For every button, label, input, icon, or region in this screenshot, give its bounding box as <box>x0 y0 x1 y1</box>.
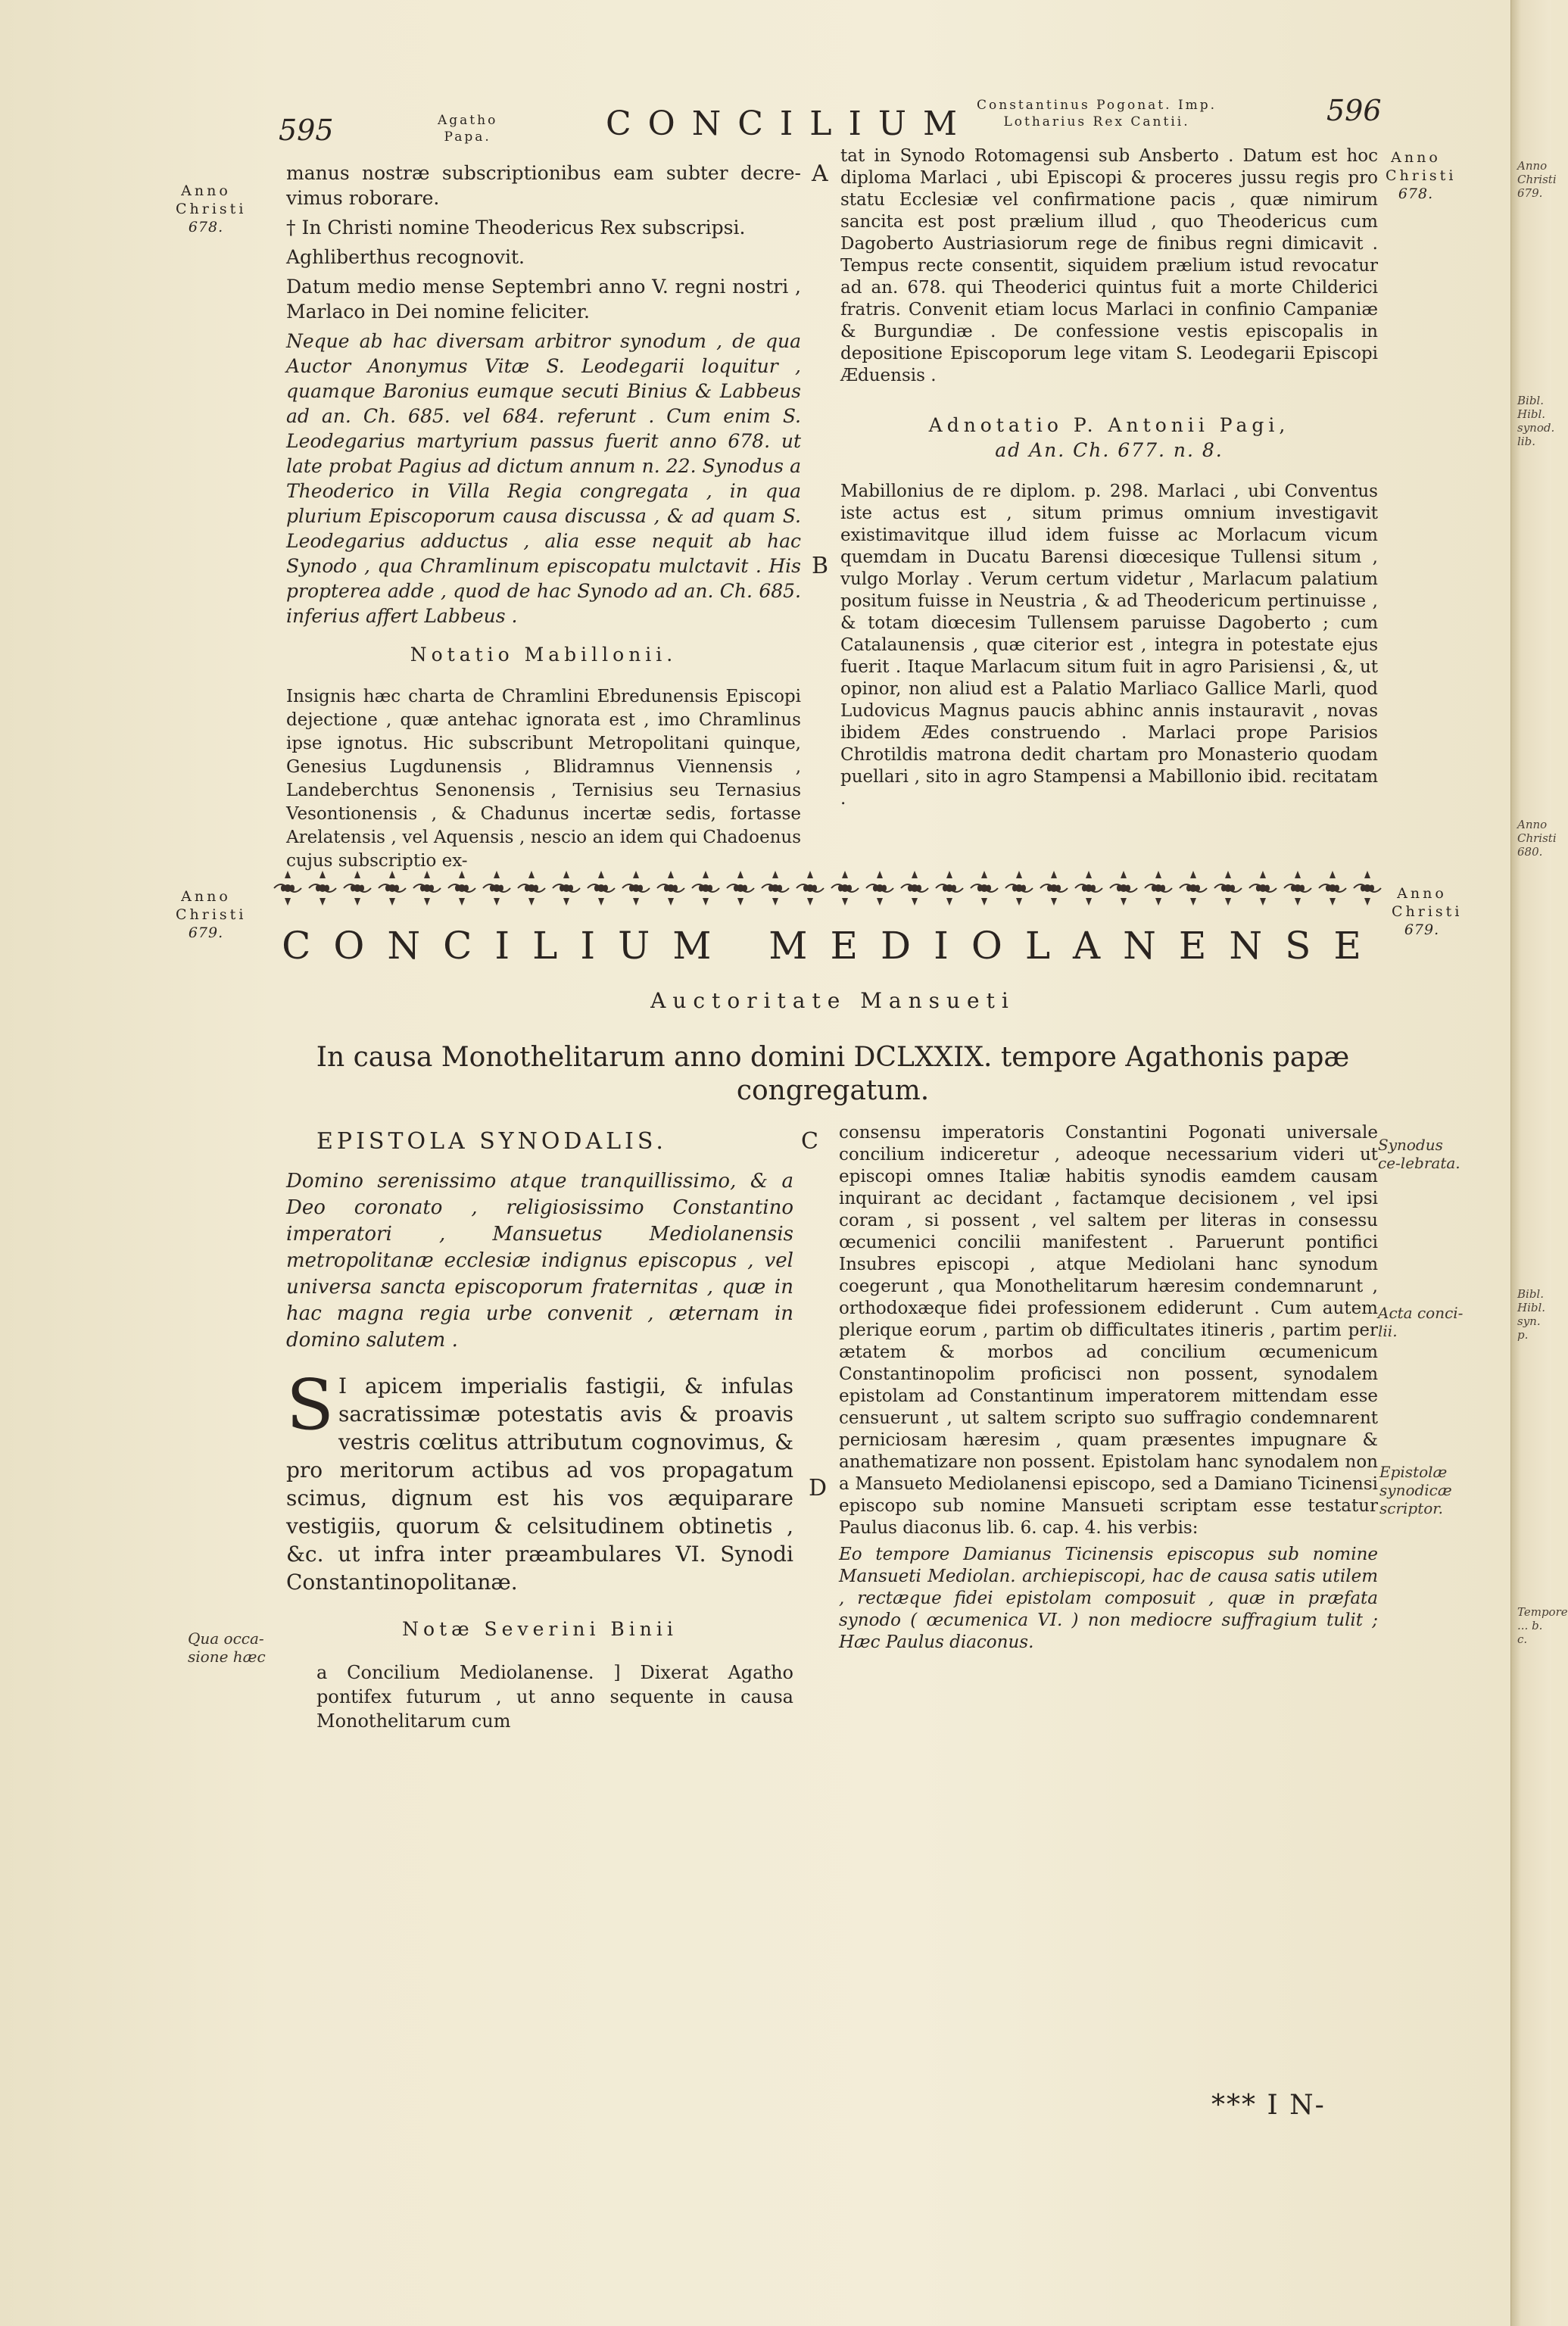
paragraph: consensu imperatoris Constantini Pogonati universale concilium indiceretur , adeoque necessarium videri ut episcopi omnes Italiæ habitis synodis eamdem causam inquirant ac decidant , factamque decisionem , vel ipsi coram , si possent , vel saltem per literas in consessu œcumenici concilii manifestent . Paruerunt pontifici Insubres episcopi , atque Mediolani hanc synodum coegerunt , qua Monothelitarum hæresim condemnarunt , orthodoxæque fidei professionem ediderunt . Cum autem plerique eorum , partim ob difficultates itineris , partim per ætatem & morbos ad concilium œcumenicum Constantinopolim proficisci non possent, synodalem epistolam ad Constantinum imperatorem mittendam esse censuerunt , ut saltem scripto suo suffragio condemnarent perniciosam hæresim , quam præsentes impugnare & anathematizare non possent. Epistolam hanc synodalem non a Mansueto Mediolanensi episcopo, sed a Damiano Ticinensi episcopo sub nomine Mansueti scriptam esse testatur Paulus diaconus lib. 6. cap. 4. his verbis: <box>839 1123 1378 1538</box>
anno-word: Anno <box>1397 885 1447 902</box>
ornamental-band <box>273 862 1393 915</box>
left-bottom-column <box>286 1128 793 1738</box>
side-note-synodus: Synodus ce-lebrata. <box>1378 1136 1460 1172</box>
strip-note-5: Tempore ... b. c. <box>1517 1605 1568 1646</box>
anno-year: 679. <box>188 924 224 941</box>
anno-christi: Christi <box>176 906 247 923</box>
running-title: CONCILIUM <box>606 104 974 143</box>
strip-note-2: Bibl. Hibl. synod. lib. <box>1517 394 1555 448</box>
catchword: *** I N- <box>1211 2090 1326 2121</box>
concilium-title: CONCILIUM MEDIOLANENSE <box>282 924 1384 968</box>
header-right-small <box>977 97 1217 130</box>
header-left-line-1: Agatho <box>438 113 498 128</box>
side-note-epistolae: Epistolæ synodicæ scriptor. <box>1379 1463 1452 1517</box>
epistola-body-text: I apicem imperialis fastigii, & infulas sacratissimæ potestatis avis & proavis vestris cœlitus attributum cognovimus, & pro meritorum actibus ad vos propagatum scimus, dignum est his vos æquiparare vestigiis, quorum & celsitudinem obtinetis , &c. ut infra inter præambulares VI. Synodi Constantinopolitanæ. <box>286 1373 793 1595</box>
anno-word: Anno <box>181 888 231 905</box>
section-letter-a: A <box>812 161 828 187</box>
paragraph: Aghliberthus recognovit. <box>286 246 525 268</box>
section-heading: Adnotatio P. Antonii Pagi, <box>928 414 1290 436</box>
header-left-line-2: Papa. <box>444 129 491 145</box>
quotation: Eo tempore Damianus Ticinensis episcopus sub nomine Mansueti Mediolan. archiepiscopi, hac de causa satis utilem , rectæque fidei epistolam composuit , quæ in præfata synodo ( œcumenica VI. ) non mediocre suffragium tulit ; Hæc Paulus diaconus. <box>839 1545 1378 1652</box>
anno-christi: Christi <box>176 201 247 217</box>
adjacent-page-strip <box>1510 0 1568 2326</box>
section-letter-c: C <box>801 1128 818 1155</box>
epistola-heading: EPISTOLA SYNODALIS. <box>316 1128 667 1155</box>
section-subheading: ad An. Ch. 677. n. 8. <box>995 439 1224 461</box>
side-note-acta: Acta conci-lii. <box>1378 1304 1464 1340</box>
anno-christi: Christi <box>1386 167 1457 184</box>
left-top-column <box>286 161 801 878</box>
paragraph: Mabillonius de re diplom. p. 298. Marlaci , ubi Conventus iste actus est , situm primus omnium investigavit existimavitque illud idem fuisse ac Morlacum vicum quemdam in Ducatu Barensi diœcesique Tullensi situm , vulgo Morlay . Verum certum videtur , Marlacum palatium positum fuisse in Neustria , & ad Theodericum pertinuisse , & totam diœcesim Tullensem paruisse Dagoberto ; cum Catalaunensis , quæ citerior est , integra in potestate ejus fuerit . Itaque Marlacum situm fuit in agro Parisiensi , &, ut opinor, non aliud est a Palatio Marliaco Gallice Marli, quod Ludovicus Magnus paucis abhinc annis instauravit , novas ibidem Ædes construendo . Marlaci prope Parisios Chrotildis matrona dedit chartam pro Monasterio quodam puellari , sito in agro Stampensi a Mabillonio ibid. recitatam . <box>840 482 1378 809</box>
page-number-right: 596 <box>1326 94 1382 127</box>
anno-year: 679. <box>1404 921 1440 938</box>
header-right-line-2: Lotharius Rex Cantii. <box>1003 114 1190 129</box>
epistola-body <box>286 1364 793 1596</box>
salutation: Domino serenissimo atque tranquillissimo, & a Deo coronato , religiosissimo Constantino imperatori , Mansuetus Mediolanensis metropolitanæ ecclesiæ indignus episcopus , vel universa sancta episcoporum fraternitas , quæ in hac magna regia urbe convenit , æternam in domino salutem . <box>286 1170 793 1352</box>
header-right-line-1: Constantinus Pogonat. Imp. <box>977 98 1217 113</box>
header-left-small <box>438 112 497 145</box>
paragraph-italic: Neque ab hac diversam arbitror synodum , de qua Auctor Anonymus Vitæ S. Leodegarii loquitur , quamque Baronius eumque secuti Binius & Labbeus ad an. Ch. 685. vel 684. referunt . Cum enim S. Leodegarius martyrium passus fuerit anno 678. ut late probat Pagius ad dictum annum n. 22. Synodus a Theoderico in Villa Regia congregata , in qua plurium Episcoporum causa discussa , & ad quam S. Leodegarius adductus , alia esse nequit ab hac Synodo , qua Chramlinum episcopatu mulctavit . His propterea adde , quod de hac Synodo ad an. Ch. 685. inferius affert Labbeus . <box>286 330 801 627</box>
anno-word: Anno <box>1391 149 1441 166</box>
right-top-column <box>840 145 1378 815</box>
anno-word: Anno <box>181 182 231 199</box>
paragraph: tat in Synodo Rotomagensi sub Ansberto . Datum est hoc diploma Marlaci , ubi Episcopi & proceres jussu regis pro statu Ecclesiæ vel confirmatione pacis , quæ nimirum sancita est post prælium illud , quo Theodericus cum Dagoberto Austriasiorum rege de finibus regni dimicavit . Tempus recte consentit, siquidem prælium istud revocatur ad an. 678. qui Theoderici quintus fuit a morte Childerici fratris. Convenit etiam locus Marlaci in confinio Campaniæ & Burgundiæ . De confessione vestis episcopalis in depositione Episcoporum lege vitam S. Leodegarii Episcopi Æduensis . <box>840 146 1378 385</box>
paragraph: manus nostræ subscriptionibus eam subter decre- vimus roborare. <box>286 162 801 209</box>
paragraph: Insignis hæc charta de Chramlini Ebredunensis Episcopi dejectione , quæ antehac ignorata est , imo Chramlinus ipse ignotus. Hic subscribunt Metropolitani quinque, Genesius Lugdunensis , Blidramnus Viennensis , Landeberchtus Senonensis , Ternisius seu Ternasius Vesontionensis , & Chadunus incertæ sedis, fortasse Arelatensis , vel Aquensis , nescio an idem qui Chadoenus cujus subscriptio ex- <box>286 687 801 871</box>
anno-right-top <box>1386 148 1457 203</box>
strip-note-1: Anno Christi 679. <box>1517 159 1557 200</box>
anno-christi: Christi <box>1392 903 1463 920</box>
section-letter-b: B <box>812 553 829 579</box>
right-bottom-column <box>839 1122 1378 1658</box>
note-paragraph: a Concilium Mediolanense. ] Dixerat Agatho pontifex futurum , ut anno sequente in causa Monothelitarum cum <box>316 1662 793 1732</box>
drop-cap: S <box>286 1364 335 1445</box>
strip-note-3: Anno Christi 680. <box>1517 818 1557 859</box>
anno-year: 678. <box>188 219 224 235</box>
anno-right-mid <box>1392 884 1463 939</box>
strip-note-4: Bibl. Hibl. syn. p. <box>1517 1287 1546 1342</box>
anno-left-top <box>176 182 247 236</box>
anno-year: 678. <box>1398 186 1434 202</box>
section-heading: Notatio Mabillonii. <box>410 644 678 666</box>
paragraph: Datum medio mense Septembri anno V. regni nostri , Marlaco in Dei nomine feliciter. <box>286 276 801 323</box>
side-note-qua: Qua occa-sione hæc <box>188 1629 266 1666</box>
concilium-causa: In causa Monothelitarum anno domini DCLXXIX. tempore Agathonis papæ congregatum. <box>316 1042 1350 1106</box>
concilium-auctoritate: Auctoritate Mansueti <box>650 988 1015 1013</box>
paragraph: † In Christi nomine Theodericus Rex subscripsi. <box>286 217 746 239</box>
anno-left-mid <box>176 887 247 942</box>
page-number-left: 595 <box>279 114 334 147</box>
section-letter-d: D <box>809 1475 828 1501</box>
section-heading: Notæ Severini Binii <box>402 1618 678 1640</box>
